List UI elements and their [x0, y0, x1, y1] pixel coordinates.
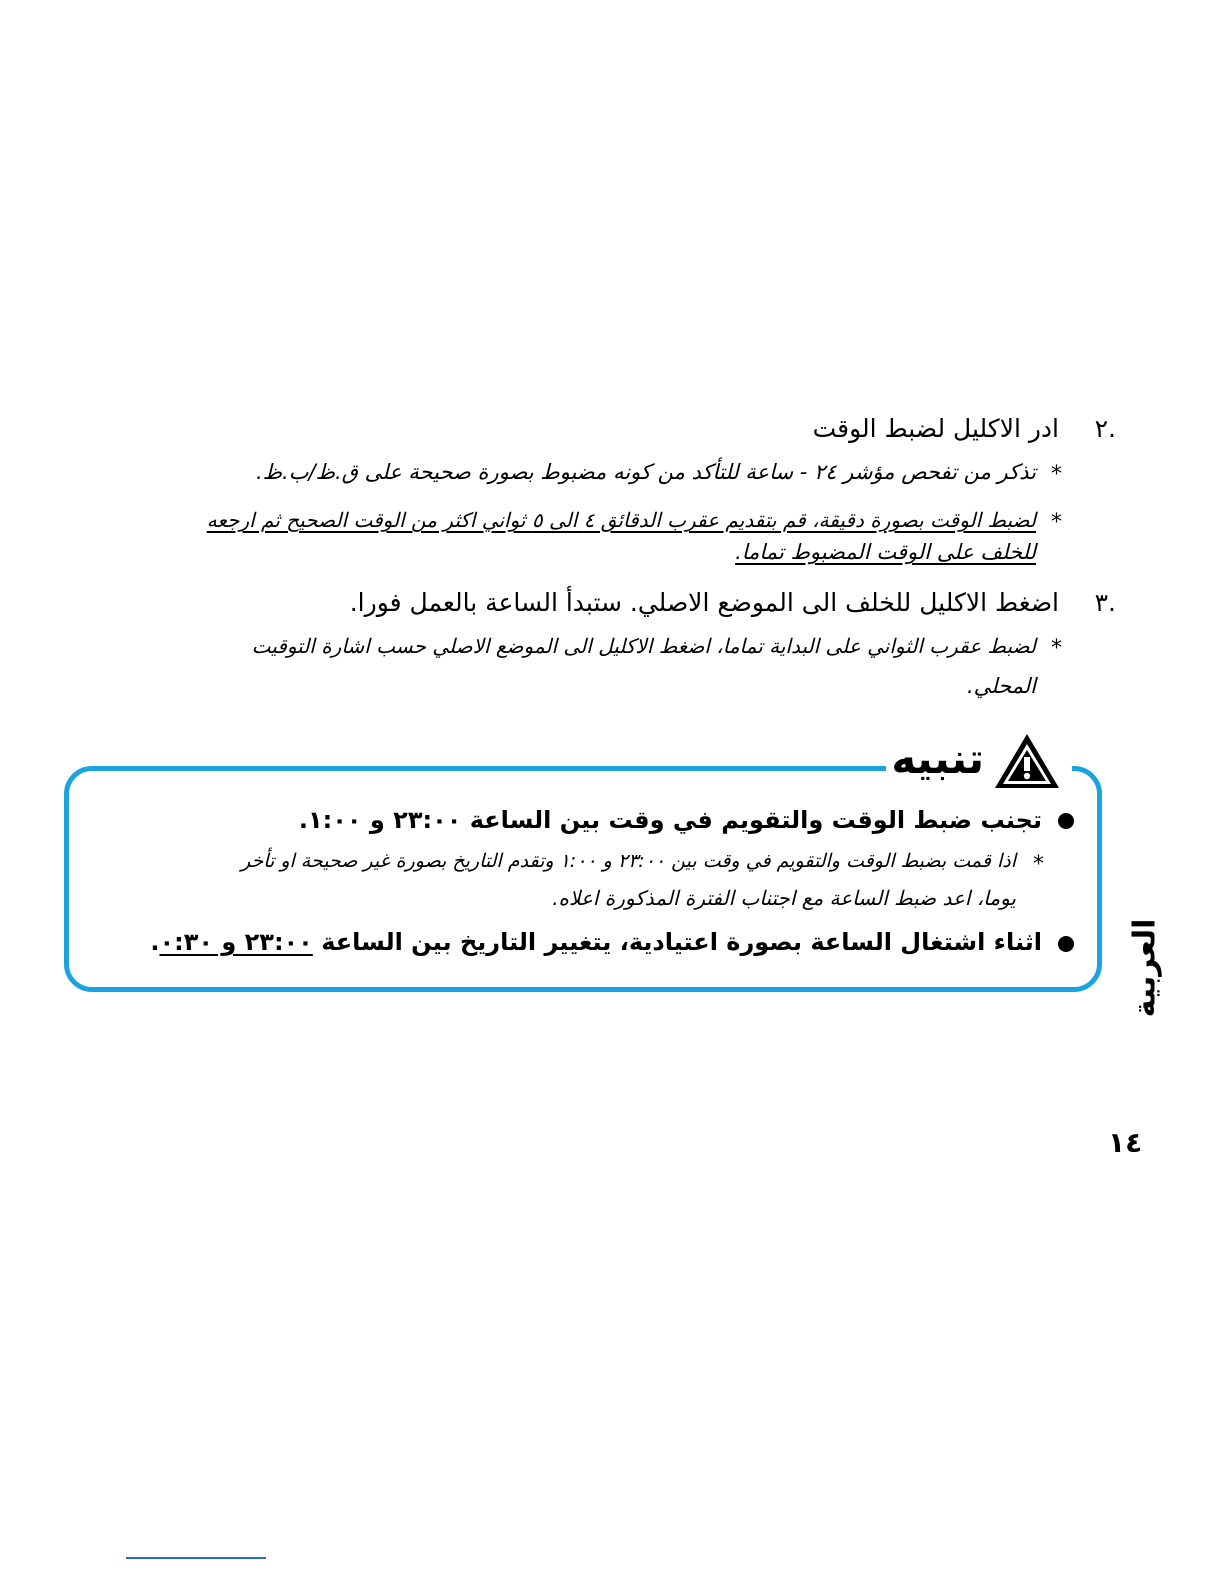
- caution-bullet-1: تجنب ضبط الوقت والتقويم في وقت بين الساعة ٢٣:٠٠ و ١:٠٠.: [298, 806, 1042, 834]
- caution-bullet-2-times: ٢٣:٠٠ و ٠:٣٠: [159, 928, 313, 956]
- step-2-note-1-marker: *: [1051, 462, 1062, 487]
- caution-title: تنبيه: [891, 734, 984, 783]
- caution-bullet-2-main: اثناء اشتغال الساعة بصورة اعتيادية، يتغيير التاريخ بين الساعة: [321, 928, 1042, 956]
- caution-box: [64, 766, 1102, 992]
- step-3-note-1-line-2: المحلي.: [966, 674, 1036, 698]
- bullet-1-dot: [1058, 813, 1074, 829]
- caution-note-marker: *: [1033, 852, 1044, 877]
- step-3-note-1-line-1: لضبط عقرب الثواني على البداية تماما، اضغط الاكليل الى الموضع الاصلي حسب اشارة التوقيت: [251, 634, 1036, 658]
- page-number: ١٤: [1108, 1126, 1143, 1159]
- bottom-rule: [126, 1557, 266, 1559]
- warning-triangle-icon: [993, 732, 1061, 790]
- step-2-text: ادر الاكليل لضبط الوقت: [812, 414, 1059, 443]
- step-3-number: .٣: [1094, 588, 1116, 617]
- step-2-note-2-line-2: للخلف على الوقت المضبوط تماما.: [735, 540, 1036, 564]
- language-side-tab: [1124, 898, 1168, 1038]
- step-2-note-2-line-1: لضبط الوقت بصورة دقيقة، قم بتقديم عقرب الدقائق ٤ الى ٥ ثواني اكثر من الوقت الصحيح ثم ارجعه: [206, 508, 1036, 532]
- caution-bullet-2-period: .: [150, 928, 160, 956]
- caution-bullet-2: [150, 928, 1042, 956]
- caution-note-line-2: يوما، اعد ضبط الساعة مع اجتناب الفترة المذكورة اعلاه.: [552, 886, 1016, 910]
- step-2-note-1: تذكر من تفحص مؤشر ٢٤ - ساعة للتأكد من كونه مضبوط بصورة صحيحة على ق.ظ/ب.ظ.: [255, 460, 1036, 484]
- step-3-note-1-marker: *: [1051, 636, 1062, 661]
- step-3-text: اضغط الاكليل للخلف الى الموضع الاصلي. ستبدأ الساعة بالعمل فورا.: [349, 588, 1059, 617]
- step-2-note-2-marker: *: [1051, 510, 1062, 535]
- step-2-number: .٢: [1094, 414, 1116, 443]
- language-side-tab-label: العربية: [1127, 918, 1163, 1018]
- caution-note-line-1: اذا قمت بضبط الوقت والتقويم في وقت بين ٢٣:٠٠ و ١:٠٠ وتقدم التاريخ بصورة غير صحيحة او تأخر: [240, 850, 1016, 872]
- bullet-2-dot: [1058, 936, 1074, 952]
